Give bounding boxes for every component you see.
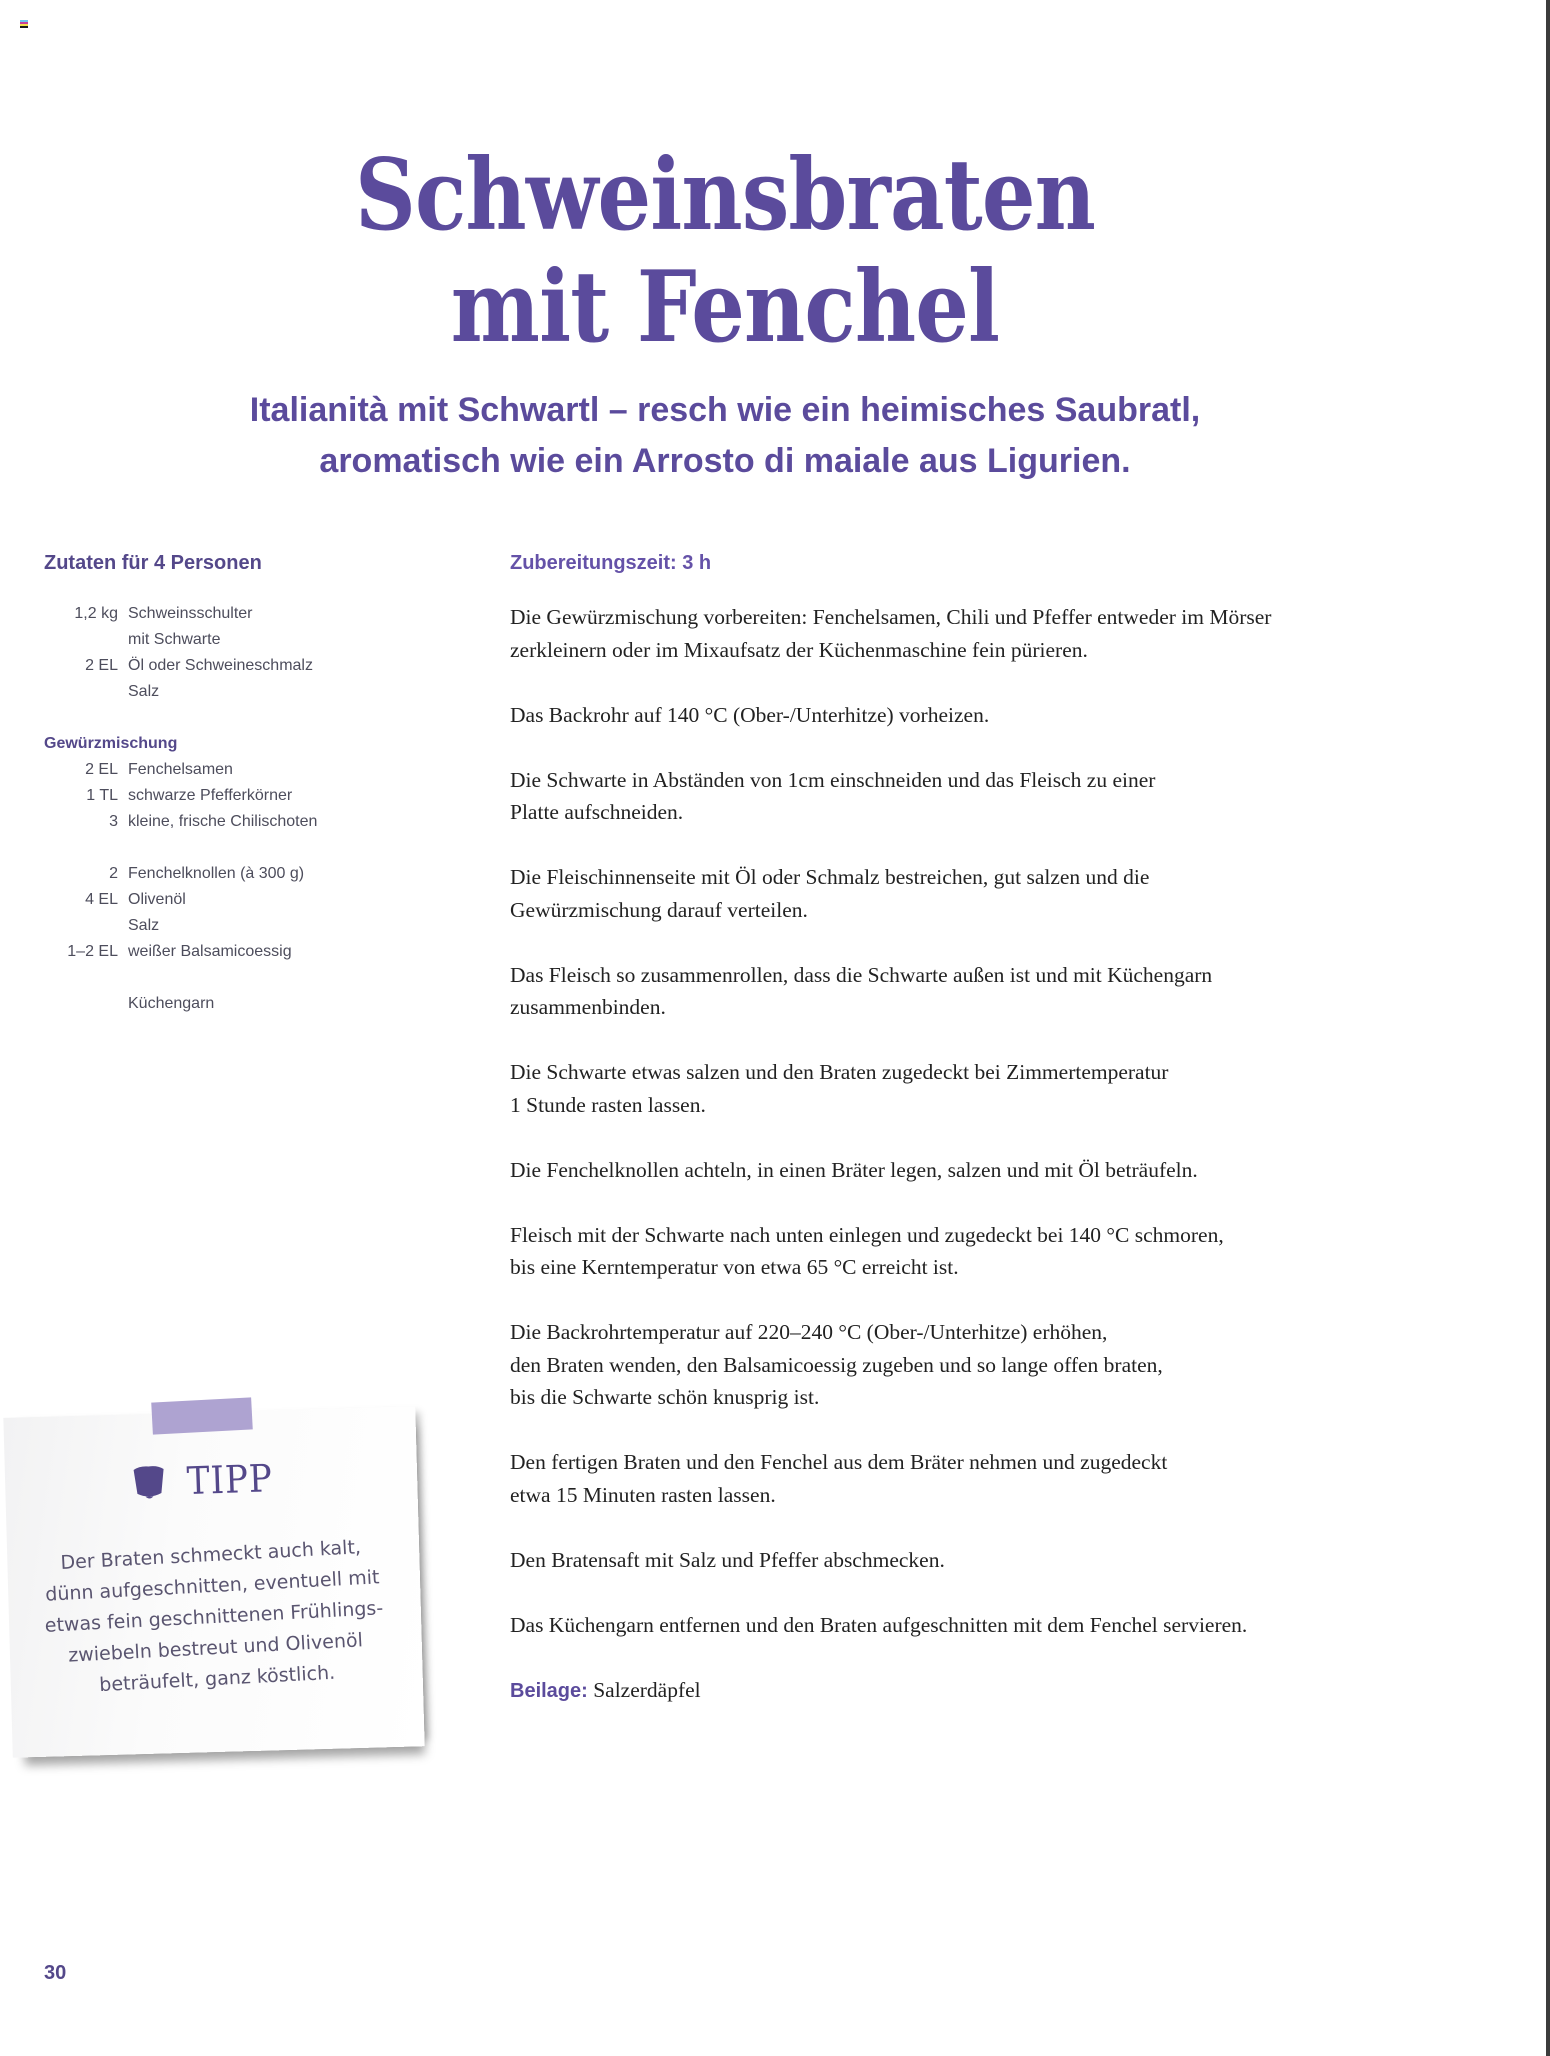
tip-line: dünn aufgeschnitten, eventuell mit <box>44 1566 380 1606</box>
ingredient-qty <box>44 913 128 939</box>
ingredients-section <box>44 552 464 1017</box>
ingredient-name: Öl oder Schweineschmalz <box>128 657 313 674</box>
ingredient-qty <box>44 991 128 1017</box>
ingredient-row <box>44 809 464 835</box>
step-line: Den fertigen Braten und den Fenchel aus dem Bräter nehmen und zugedeckt <box>510 1450 1168 1474</box>
step-line: Den Bratensaft mit Salz und Pfeffer abschmecken. <box>510 1547 945 1572</box>
method-step-1 <box>510 601 1410 666</box>
step-line: Die Gewürzmischung vorbereiten: Fenchelsamen, Chili und Pfeffer entweder im Mörser <box>510 605 1272 629</box>
tip-line: etwas fein geschnittenen Frühlings- <box>44 1597 384 1637</box>
step-line: zusammenbinden. <box>510 995 666 1019</box>
method-step-9 <box>510 1316 1410 1414</box>
title-line-1: Schweinsbraten <box>354 138 1096 253</box>
step-line: Die Schwarte etwas salzen und den Braten zugedeckt bei Zimmertemperatur <box>510 1060 1169 1084</box>
ingredient-row <box>44 991 464 1017</box>
step-line: Platte aufschneiden. <box>510 800 684 824</box>
step-line: Die Schwarte in Abständen von 1cm einschneiden und das Fleisch zu einer <box>510 767 1156 792</box>
recipe-subtitle <box>0 385 1450 487</box>
method-step-6 <box>510 1056 1410 1121</box>
method-step-5 <box>510 959 1410 1024</box>
ingredient-name: mit Schwarte <box>128 631 221 648</box>
ingredients-main-list <box>44 601 464 705</box>
ingredient-name: Salz <box>128 917 160 934</box>
spice-mix-heading: Gewürzmischung <box>44 735 178 752</box>
ingredient-qty: 3 <box>109 813 118 830</box>
step-line: bis eine Kerntemperatur von etwa 65 °C erreicht ist. <box>510 1255 959 1279</box>
ingredient-name: Fenchelknollen (à 300 g) <box>128 865 305 882</box>
ingredient-name: kleine, frische Chilischoten <box>128 813 318 830</box>
ingredient-qty: 1–2 EL <box>67 943 118 960</box>
page-number: 30 <box>44 1962 67 1984</box>
ingredient-name: Olivenöl <box>128 891 186 908</box>
ingredient-row <box>44 887 464 913</box>
method-step-4 <box>510 861 1410 926</box>
ingredient-name: Fenchelsamen <box>128 761 233 778</box>
ingredient-name: Schweinsschulter <box>128 605 253 622</box>
step-line: Die Fenchelknollen achteln, in einen Bräter legen, salzen und mit Öl beträufeln. <box>510 1157 1198 1182</box>
subtitle-line-1: Italianità mit Schwartl – resch wie ein heimisches Saubratl, <box>249 391 1201 429</box>
prep-time: Zubereitungszeit: 3 h <box>510 552 712 574</box>
page-edge <box>1546 0 1550 2056</box>
ingredient-qty: 1,2 kg <box>74 605 118 622</box>
ingredient-row <box>44 783 464 809</box>
ingredient-qty <box>44 679 128 705</box>
ingredient-row <box>44 939 464 965</box>
ingredient-name: Salz <box>128 683 160 700</box>
ingredient-qty: 2 EL <box>85 761 118 778</box>
tip-card-tape <box>151 1397 253 1434</box>
ingredient-qty: 4 EL <box>85 891 118 908</box>
fennel-list <box>44 861 464 965</box>
step-line: bis die Schwarte schön knusprig ist. <box>510 1385 820 1409</box>
step-line: Das Backrohr auf 140 °C (Ober-/Unterhitze) vorheizen. <box>510 702 990 727</box>
step-line: etwa 15 Minuten rasten lassen. <box>510 1482 776 1507</box>
ingredient-row <box>44 627 464 653</box>
step-line: zerkleinern oder im Mixaufsatz der Küchenmaschine fein pürieren. <box>510 637 1088 662</box>
step-line: Die Backrohrtemperatur auf 220–240 °C (Ober-/Unterhitze) erhöhen, <box>510 1320 1108 1344</box>
title-line-2: mit Fenchel <box>450 250 1000 365</box>
step-line: Gewürzmischung darauf verteilen. <box>510 897 808 922</box>
tip-text <box>20 1530 408 1705</box>
step-line: Fleisch mit der Schwarte nach unten einlegen und zugedeckt bei 140 °C schmoren, <box>510 1222 1224 1247</box>
step-line: 1 Stunde rasten lassen. <box>510 1092 706 1117</box>
side-dish-label: Beilage: <box>510 1679 588 1702</box>
ingredient-row <box>44 913 464 939</box>
spacer <box>44 705 464 731</box>
print-registration-mark <box>20 20 28 28</box>
tip-line: zwiebeln bestreut und Olivenöl <box>67 1629 364 1667</box>
ingredient-qty: 2 EL <box>85 657 118 674</box>
step-line: Das Küchengarn entfernen und den Braten aufgeschnitten mit dem Fenchel servieren. <box>510 1612 1248 1637</box>
step-line: den Braten wenden, den Balsamicoessig zugeben und so lange offen braten, <box>510 1352 1163 1377</box>
tip-title: TIPP <box>186 1456 274 1504</box>
ingredient-row <box>44 653 464 679</box>
spacer <box>44 965 464 991</box>
spacer <box>44 835 464 861</box>
ingredient-row <box>44 757 464 783</box>
ingredient-qty <box>44 627 128 653</box>
tip-header <box>129 1455 310 1505</box>
tip-line: Der Braten schmeckt auch kalt, <box>59 1536 362 1574</box>
ingredient-qty: 2 <box>109 865 118 882</box>
method-section <box>510 552 1410 1707</box>
recipe-title <box>102 140 1349 364</box>
step-line: Die Fleischinnenseite mit Öl oder Schmalz bestreichen, gut salzen und die <box>510 865 1150 889</box>
tip-line: beträufelt, ganz köstlich. <box>98 1661 336 1697</box>
subtitle-line-2: aromatisch wie ein Arrosto di maiale aus Ligurien. <box>319 442 1131 480</box>
method-step-10 <box>510 1446 1410 1511</box>
ingredient-name: weißer Balsamicoessig <box>128 943 292 960</box>
method-step-8 <box>510 1219 1410 1284</box>
method-step-7 <box>510 1154 1410 1187</box>
method-step-3 <box>510 764 1410 829</box>
side-dish <box>510 1674 1410 1708</box>
method-step-12 <box>510 1609 1410 1642</box>
ingredient-name: Küchengarn <box>128 995 215 1012</box>
extra-list <box>44 991 464 1017</box>
ingredient-qty: 1 TL <box>86 787 118 804</box>
ingredient-row <box>44 601 464 627</box>
side-dish-value: Salzerdäpfel <box>587 1677 701 1702</box>
ingredient-name: schwarze Pfefferkörner <box>128 787 293 804</box>
ingredient-row <box>44 861 464 887</box>
chef-hat-icon <box>129 1463 168 1502</box>
spice-mix-list <box>44 757 464 835</box>
step-line: Das Fleisch so zusammenrollen, dass die Schwarte außen ist und mit Küchengarn <box>510 962 1213 987</box>
ingredient-row <box>44 679 464 705</box>
method-step-11 <box>510 1544 1410 1577</box>
method-step-2 <box>510 699 1410 732</box>
ingredients-heading: Zutaten für 4 Personen <box>44 552 262 574</box>
